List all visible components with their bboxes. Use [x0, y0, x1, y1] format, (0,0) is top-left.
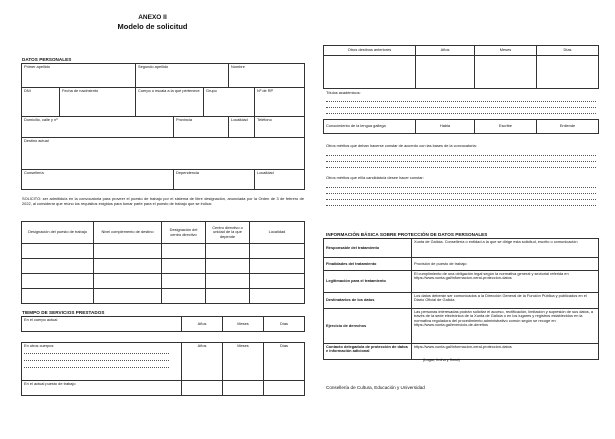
post-locality-field[interactable]: Localidad [255, 170, 305, 190]
current-post-field[interactable]: Destino actual [22, 138, 305, 170]
post-cell[interactable] [206, 259, 250, 274]
days-label: Días [264, 343, 305, 381]
form-title: Modelo de solicitud [117, 22, 188, 31]
other-posts-table [323, 45, 599, 89]
privacy-label: Finalidades del tratamiento [324, 258, 412, 271]
post-cell[interactable] [250, 289, 305, 304]
other-merits-line[interactable] [326, 187, 596, 188]
col-depending-unit: Centro directivo o unidad de la que depende [206, 222, 250, 244]
dotted-line [24, 367, 169, 368]
years-cell[interactable] [182, 381, 223, 396]
days-label: Días [264, 317, 305, 332]
degrees-line[interactable] [326, 113, 596, 114]
post-cell[interactable] [162, 274, 206, 289]
write-label[interactable]: Escribe [475, 120, 537, 134]
post-cell[interactable] [22, 244, 94, 259]
merits-line[interactable] [326, 167, 596, 168]
col-post-designation: Designación del puesto de trabajo [22, 222, 94, 244]
post-cell[interactable] [94, 244, 162, 259]
years-label: Años [416, 46, 475, 56]
current-post-label: En el actual puesto de trabajo [22, 381, 182, 396]
request-statement: SOLICITO: ser admitido/a en la convocatoria para proveer el puesto de trabajo por el sistema de libre designación, anunciada por la Orden de 3 de febrero de 2022, al considerar que reúno los requisitos exigidos para tomar parte para el puesto de trabajo que se indica: [22, 196, 304, 206]
col-destination-level: Nivel complemento de destino [94, 222, 162, 244]
place-date-signature: (Lugar, fecha y firma) [423, 357, 460, 362]
other-corps-label: En otros cuerpos [24, 343, 54, 348]
privacy-label: Responsable del tratamiento [324, 239, 412, 258]
privacy-heading: INFORMACIÓN BÁSICA SOBRE PROTECCIÓN DE DATOS PERSONALES [326, 232, 488, 237]
phone-field[interactable]: Teléfono [255, 117, 305, 138]
privacy-value: Las personas interesadas podrán solicitar el acceso, rectificación, limitación y supresión de sus datos, a través de la sede electrónica de la Xunta de Galicia o en los lugares y registros establecidos en la normativa reguladora del procedimiento administrativo común según se recoge en https://www.xunta.gal/exercicio-de-dereitos [412, 309, 599, 344]
privacy-value[interactable]: https://www.xunta.gal/informacion-xeral-proteccion-datos [412, 344, 599, 360]
first-surname-field[interactable]: Primer apellido [22, 64, 136, 88]
corps-field[interactable]: Cuerpo o escala a la que pertenece [136, 88, 204, 117]
other-corps-field[interactable] [22, 343, 182, 381]
post-cell[interactable] [94, 274, 162, 289]
col-locality: Localidad [250, 222, 305, 244]
name-field[interactable]: Nombre [229, 64, 305, 88]
service-time-heading: TIEMPO DE SERVICIOS PRESTADOS [22, 310, 105, 315]
requested-post-table [21, 221, 305, 304]
department-field[interactable]: Consellería [22, 170, 174, 190]
degrees-line[interactable] [326, 101, 596, 102]
privacy-table [323, 238, 599, 360]
speak-label[interactable]: Habla [416, 120, 475, 134]
province-field[interactable]: Provincia [174, 117, 229, 138]
merits-label: Otros méritos que deban hacerse constar de acuerdo con las bases de la convocatoria: [326, 143, 477, 148]
privacy-label: Contacto delegado/a de protección de datos e información adicional [324, 344, 412, 360]
days-label: Días [537, 46, 599, 56]
annex-label: ANEXO II [138, 14, 167, 21]
post-cell[interactable] [206, 289, 250, 304]
months-cell[interactable] [475, 56, 537, 89]
galician-label: Conocimiento de la lengua gallega [324, 120, 416, 134]
other-merits-line[interactable] [326, 199, 596, 200]
locality-field[interactable]: Localidad [229, 117, 255, 138]
years-label: Años [182, 317, 223, 332]
privacy-label: Destinatarios de los datos [324, 293, 412, 309]
degrees-line[interactable] [326, 107, 596, 108]
months-label: Meses [223, 343, 264, 381]
privacy-label: Ejercicio de derechos [324, 309, 412, 344]
post-cell[interactable] [250, 259, 305, 274]
months-label: Meses [223, 317, 264, 332]
privacy-value: El cumplimiento de una obligación legal según la normativa general y sectorial referida en https://www.xunta.gal/informacion-xeral-proteccion-datos [412, 271, 599, 293]
days-cell[interactable] [537, 56, 599, 89]
privacy-value: Provisión de puesto de trabajo [412, 258, 599, 271]
service-current-corps-table [21, 316, 305, 332]
degrees-label: Títulos académicos: [326, 90, 361, 95]
years-cell[interactable] [416, 56, 475, 89]
service-other-corps-table [21, 342, 305, 396]
privacy-value: Xunta de Galicia. Consellería o entidad a la que se dirige esta solicitud, escrito o comunicación [412, 239, 599, 258]
merits-line[interactable] [326, 155, 596, 156]
understand-label[interactable]: Entiende [537, 120, 599, 134]
post-cell[interactable] [94, 289, 162, 304]
other-posts-cell[interactable] [324, 56, 416, 89]
second-surname-field[interactable]: Segundo apellido [136, 64, 229, 88]
years-label: Años [182, 343, 223, 381]
other-merits-line[interactable] [326, 205, 596, 206]
post-cell[interactable] [162, 259, 206, 274]
privacy-label: Legitimación para el tratamiento [324, 271, 412, 293]
rp-number-field[interactable]: Nº de RP [255, 88, 305, 117]
other-merits-line[interactable] [326, 193, 596, 194]
post-cell[interactable] [162, 244, 206, 259]
days-cell[interactable] [264, 381, 305, 396]
galician-language-table [323, 119, 599, 134]
privacy-value: Los datos deberán ser comunicados a la Dirección General de la Función Pública y publicados en el Diario Oficial de Galicia [412, 293, 599, 309]
months-cell[interactable] [223, 381, 264, 396]
dependency-field[interactable]: Dependencia [174, 170, 255, 190]
footer-department: Consellería de Cultura, Educación y Universidad [326, 385, 425, 390]
other-posts-label: Otros destinos anteriores [324, 46, 416, 56]
address-field[interactable]: Domicilio, calle y nº [22, 117, 174, 138]
post-cell[interactable] [22, 274, 94, 289]
post-cell[interactable] [162, 289, 206, 304]
col-directive-center: Designación del centro directivo [162, 222, 206, 244]
post-cell[interactable] [94, 259, 162, 274]
dotted-line [24, 353, 169, 354]
post-cell[interactable] [22, 289, 94, 304]
post-cell[interactable] [206, 244, 250, 259]
post-cell[interactable] [250, 244, 305, 259]
post-cell[interactable] [22, 259, 94, 274]
merits-line[interactable] [326, 161, 596, 162]
dotted-line [24, 360, 169, 361]
personal-data-table [21, 63, 305, 190]
months-label: Meses [475, 46, 537, 56]
birth-date-field[interactable]: Fecha de nacimiento [60, 88, 136, 117]
current-corps-label: En el cuerpo actual [22, 317, 182, 332]
post-cell[interactable] [206, 274, 250, 289]
personal-data-heading: DATOS PERSONALES [22, 57, 72, 62]
dni-field[interactable]: DNI [22, 88, 60, 117]
post-cell[interactable] [250, 274, 305, 289]
group-field[interactable]: Grupo [204, 88, 255, 117]
other-merits-label: Otros méritos que el/la candidato/a desee hacer constar: [326, 175, 424, 180]
